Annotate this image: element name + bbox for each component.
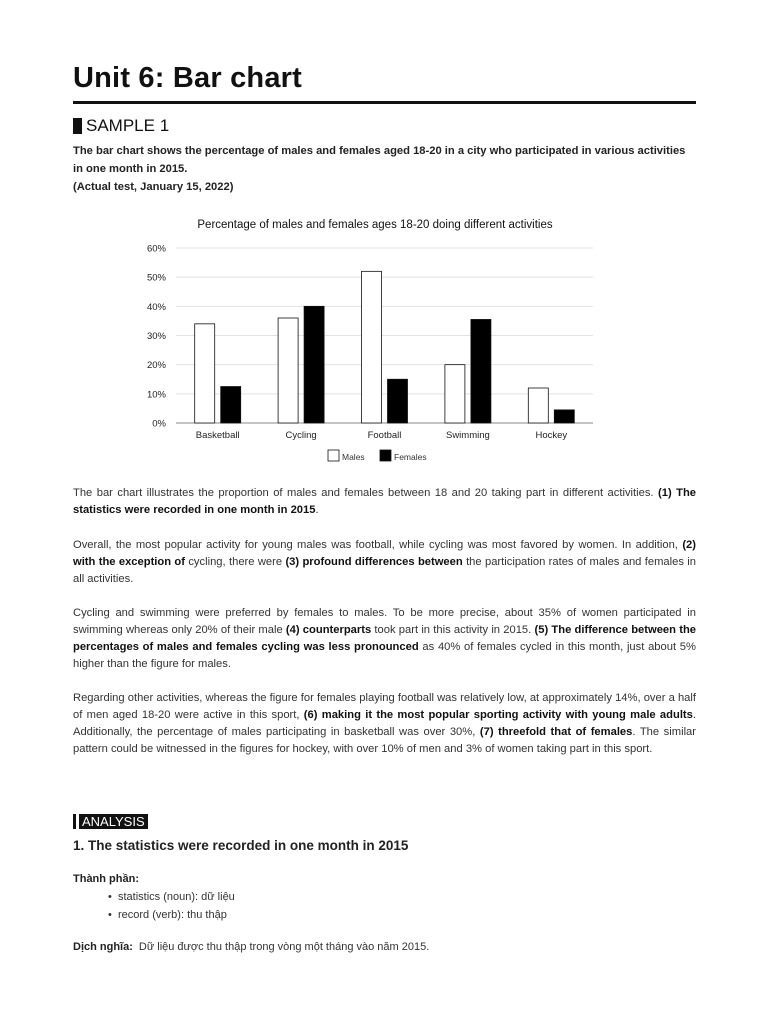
p2-text-2: cycling, there were (184, 556, 286, 568)
legend-swatch-males (328, 450, 339, 461)
unit-title: Unit 6: Bar chart (73, 62, 302, 94)
x-tick-label: Cycling (285, 430, 317, 441)
p4-bold-1: (6) making it the most popular sporting activity with young male adults (303, 709, 693, 721)
p3-text-3: as 40% of females cycled in this month, just about 5% higher than the figure for males. (73, 641, 696, 670)
list-item: • statistics (noun): dữ liệu (108, 888, 235, 906)
bar-females-football (388, 379, 408, 423)
p4-text-2: . Additionally, the percentage of males participating in basketball was over 30%, (73, 709, 696, 738)
y-tick-label: 0% (152, 418, 166, 430)
y-tick-label: 30% (146, 331, 166, 342)
translation-label: Dịch nghĩa: (73, 941, 133, 953)
components-label: Thành phần: (73, 873, 139, 885)
heading-marker-icon (73, 814, 76, 829)
components-list (108, 888, 235, 924)
paragraph-body-1 (73, 605, 696, 673)
bar-males-football (362, 271, 382, 423)
p2-bold-1: (2) with the exception of (73, 539, 696, 568)
y-tick-label: 10% (146, 389, 166, 401)
sample-heading-text: SAMPLE 1 (86, 116, 170, 135)
analysis-heading-text: ANALYSIS (79, 814, 148, 829)
legend-swatch-females (380, 450, 391, 461)
x-tick-label: Football (367, 430, 402, 441)
y-tick-label: 20% (146, 360, 166, 372)
p3-bold-2: (5) The difference between the percentages of males and females cycling was less pronounced (73, 624, 696, 653)
p1-bold-1: (1) The statistics were recorded in one month in 2015 (73, 487, 697, 516)
prompt-line-3: (Actual test, January 15, 2022) (73, 181, 234, 193)
p2-text-3: the participation rates of males and females in all activities. (73, 556, 696, 585)
translation-line (73, 941, 429, 953)
bar-chart-svg (130, 212, 610, 472)
x-tick-label: Basketball (195, 430, 240, 441)
heading-marker-icon (73, 118, 82, 134)
paragraph-body-2 (73, 690, 696, 758)
bar-females-cycling (304, 306, 324, 423)
translation-text: Dữ liệu được thu thập trong vòng một tháng vào năm 2015. (138, 941, 430, 953)
y-tick-label: 40% (146, 301, 166, 313)
y-tick-label: 60% (146, 243, 166, 255)
paragraph-intro (73, 485, 696, 519)
analysis-item-title: 1. The statistics were recorded in one month in 2015 (73, 838, 409, 853)
p3-bold-1: (4) counterparts (285, 624, 372, 636)
x-tick-label: Swimming (445, 430, 490, 441)
p2-bold-2: (3) profound differences between (285, 556, 463, 568)
p1-text-1: The bar chart illustrates the proportion of males and females between 18 and 20 taking part in different activities. (73, 487, 658, 499)
prompt-line-2: in one month in 2015. (73, 163, 188, 175)
p3-text-1: Cycling and swimming were preferred by females to males. To be more precise, about 35% of women participated in swimming whereas only 20% of their male (73, 607, 696, 636)
list-item: • record (verb): thu thập (108, 906, 235, 924)
p3-text-2: took part in this activity in 2015. (371, 624, 535, 636)
analysis-heading (73, 814, 148, 829)
bar-females-hockey (554, 410, 574, 423)
title-divider (73, 101, 696, 104)
p2-text-1: Overall, the most popular activity for young males was football, while cycling was most favored by women. In addition, (73, 539, 683, 551)
bar-females-swimming (471, 319, 491, 423)
p4-text-1: Regarding other activities, whereas the figure for females playing football was relatively low, at approximately 14%, over a half of men aged 18-20 were active in this sport, (73, 692, 696, 721)
x-tick-label: Hockey (535, 430, 568, 441)
p1-text-2: . (315, 504, 319, 516)
bar-males-cycling (278, 318, 298, 423)
legend-label: Males (342, 452, 365, 462)
sample-heading (73, 116, 169, 136)
bar-males-basketball (195, 324, 215, 423)
paragraph-overview (73, 537, 696, 588)
chart-title: Percentage of males and females ages 18-20 doing different activities (197, 219, 553, 231)
bar-chart (130, 212, 610, 472)
bar-females-basketball (221, 387, 241, 423)
task-prompt (73, 142, 696, 196)
prompt-line-1: The bar chart shows the percentage of males and females aged 18-20 in a city who participated in various activities (73, 145, 686, 157)
legend-label: Females (394, 452, 427, 462)
y-tick-label: 50% (146, 272, 166, 284)
p4-text-3: . The similar pattern could be witnessed in the figures for hockey, with over 10% of men and 3% of women taking part in this sport. (73, 726, 697, 755)
bar-males-hockey (528, 388, 548, 423)
bar-males-swimming (445, 365, 465, 423)
p4-bold-2: (7) threefold that of females (479, 726, 633, 738)
